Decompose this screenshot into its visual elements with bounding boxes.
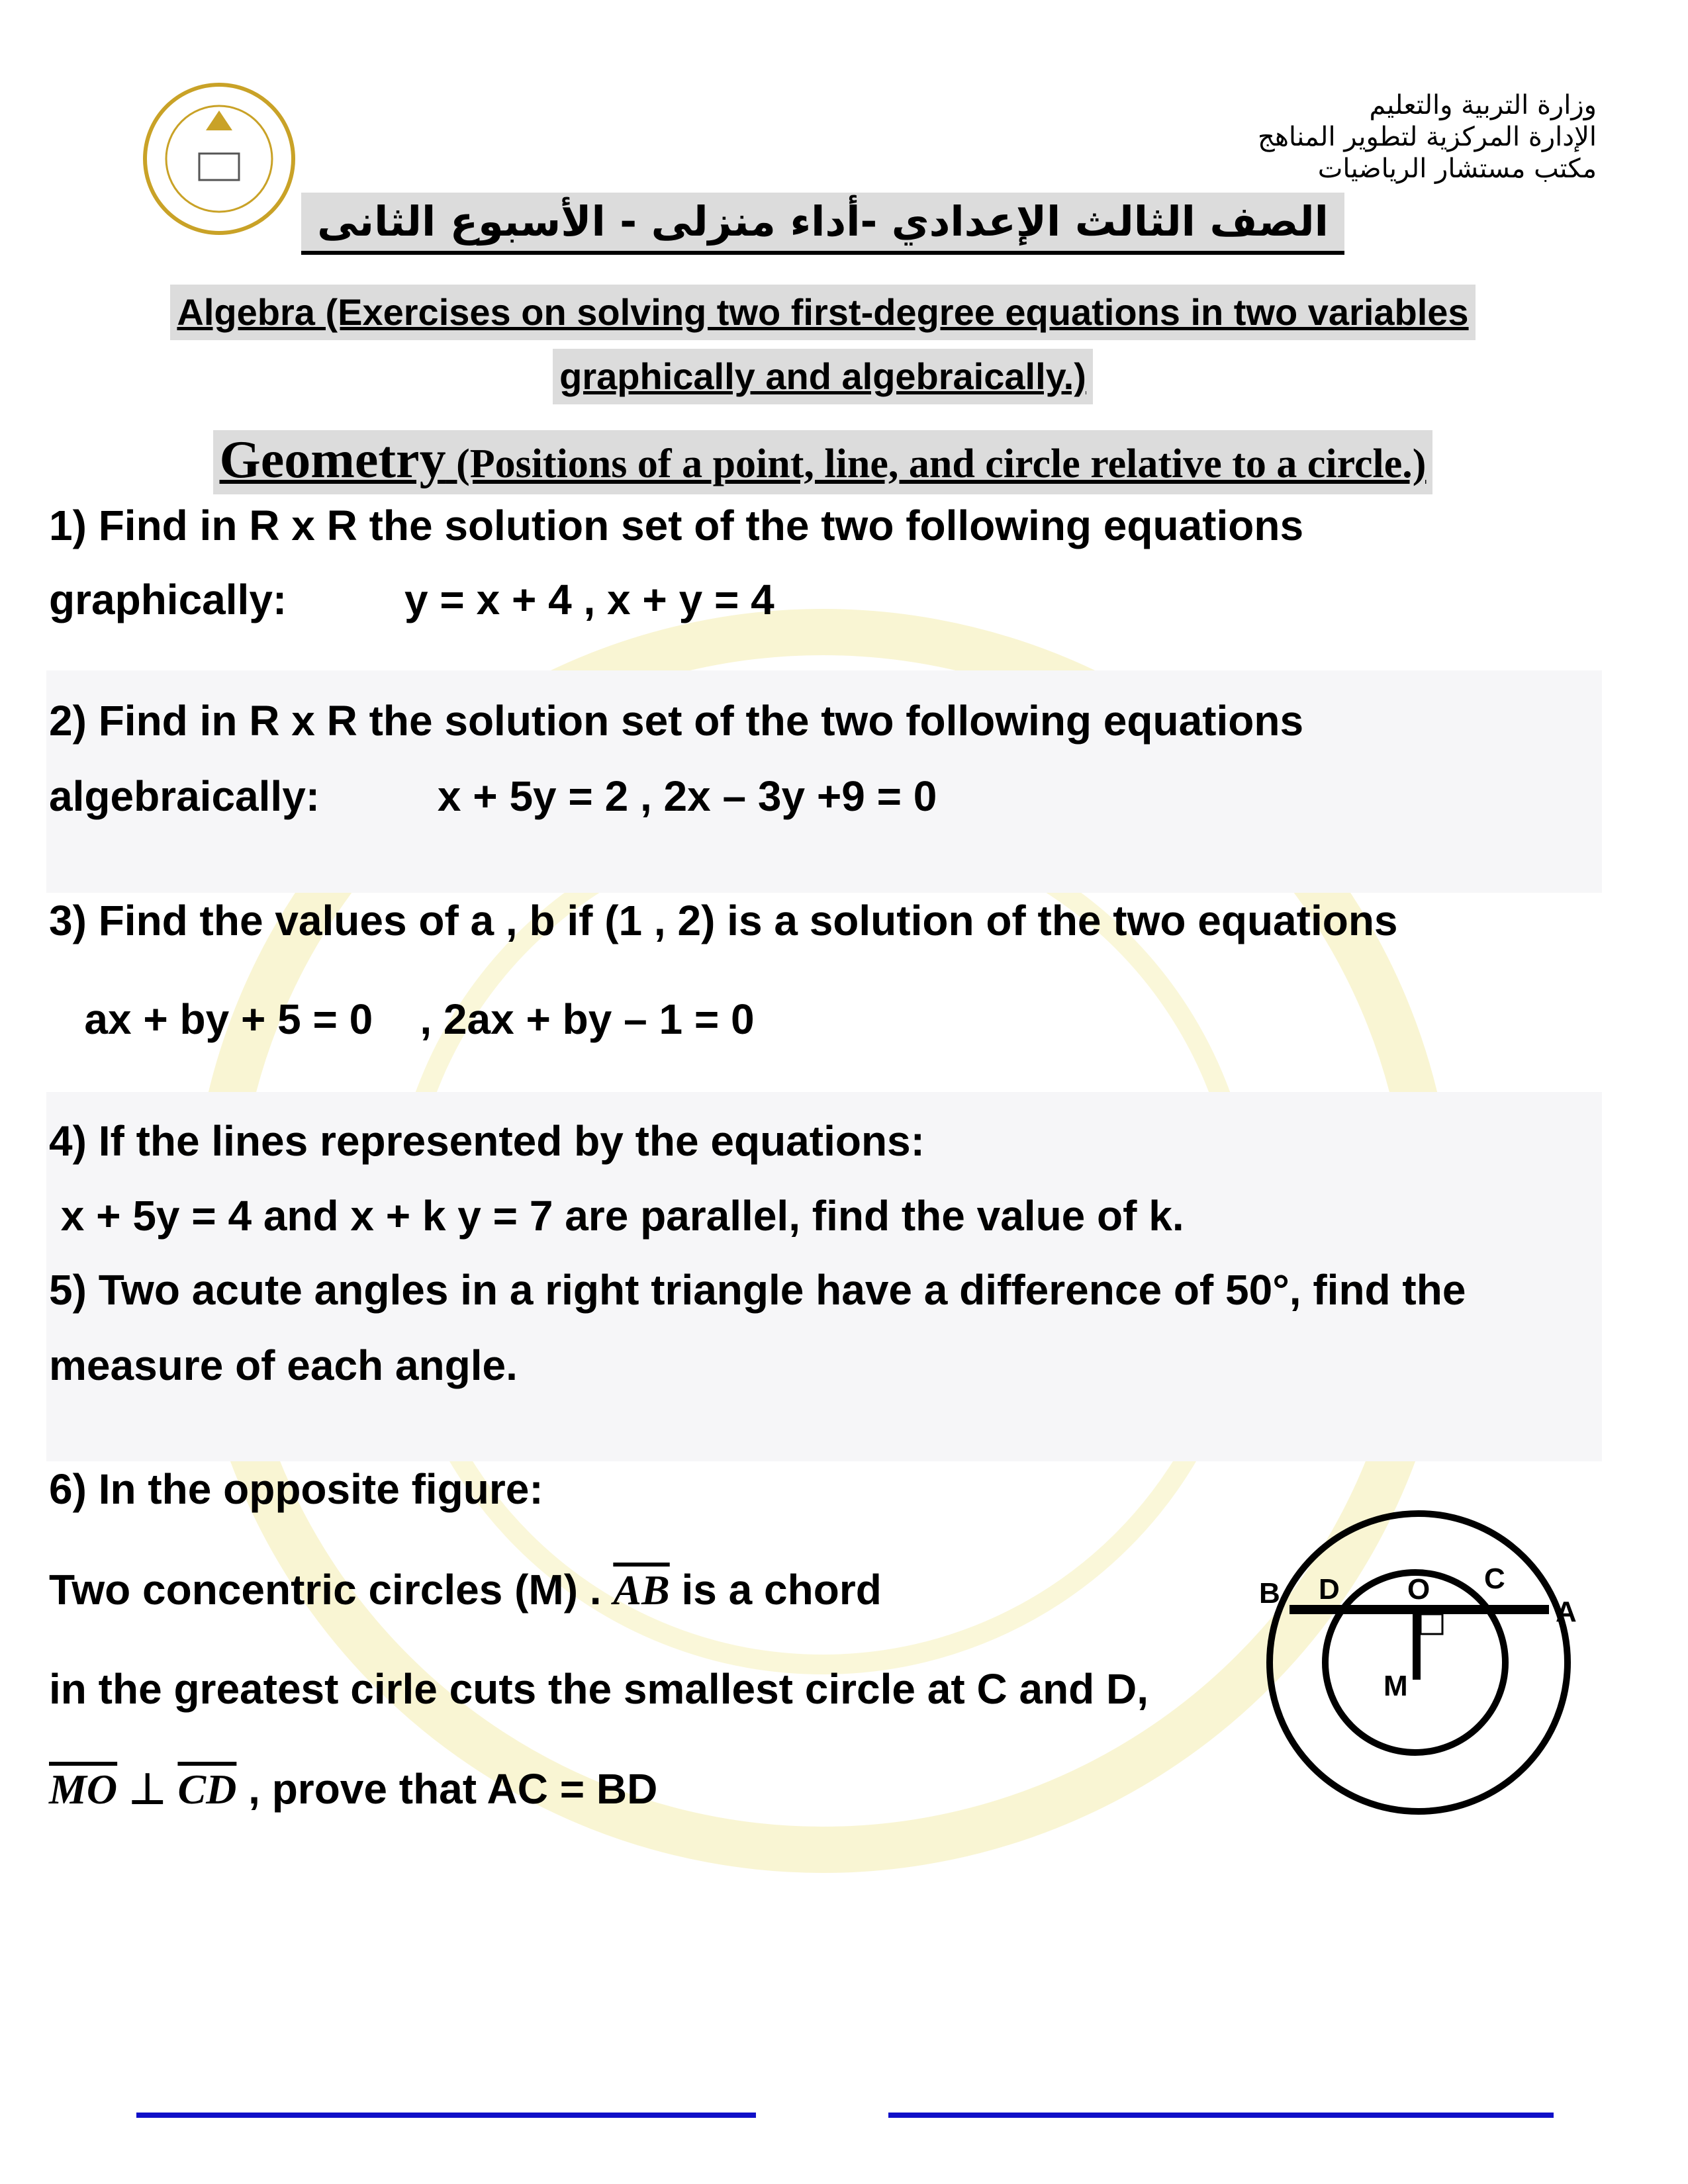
q3-equations: ax + by + 5 = 0 , 2ax + by – 1 = 0 bbox=[49, 995, 755, 1043]
concentric-circles-figure bbox=[1244, 1489, 1602, 1833]
label-c: C bbox=[1484, 1563, 1505, 1595]
q2-text: 2) Find in R x R the solution set of the two following equations bbox=[49, 697, 1304, 745]
geometry-word: Geometry bbox=[219, 431, 446, 489]
title-row bbox=[0, 193, 1646, 255]
q6-text: 6) In the opposite figure: bbox=[49, 1465, 543, 1513]
q6-text-d: , prove that AC = BD bbox=[236, 1765, 658, 1813]
algebra-heading-cont: graphically and algebraically.) bbox=[553, 349, 1093, 404]
ministry-line: وزارة التربية والتعليم bbox=[1369, 90, 1597, 120]
q2-equations: algebraically: x + 5y = 2 , 2x – 3y +9 = 0 bbox=[49, 772, 937, 820]
q6-text-a: Two concentric circles (M) . bbox=[49, 1566, 614, 1614]
segment-ab: $\overline{AB}$ bbox=[613, 1567, 670, 1614]
geometry-heading bbox=[213, 430, 1433, 494]
algebra-row-cont bbox=[0, 349, 1646, 404]
q5-text-cont: measure of each angle. bbox=[49, 1342, 518, 1389]
algebra-heading: Algebra (Exercises on solving two first-degree equations in two variables bbox=[170, 285, 1475, 340]
geometry-subtitle: (Positions of a point, line, and circle relative to a circle.) bbox=[445, 441, 1427, 486]
segment-mo: $\overline{MO}$ bbox=[49, 1766, 118, 1813]
q6-line4 bbox=[49, 1762, 657, 1816]
q6-line2 bbox=[49, 1563, 882, 1617]
perp-symbol: ⊥ bbox=[117, 1765, 178, 1813]
label-a: A bbox=[1556, 1596, 1577, 1628]
office-line: مكتب مستشار الرياضيات bbox=[1317, 154, 1597, 184]
segment-cd: $\overline{CD}$ bbox=[177, 1766, 237, 1813]
geometry-row bbox=[0, 430, 1646, 494]
label-m: M bbox=[1383, 1670, 1408, 1702]
curriculum-line: الإدارة المركزية لتطوير المناهج bbox=[1258, 122, 1597, 152]
label-b: B bbox=[1259, 1577, 1280, 1610]
q3-text: 3) Find the values of a , b if (1 , 2) is a solution of the two equations bbox=[49, 897, 1398, 944]
algebra-row bbox=[0, 285, 1646, 340]
arabic-title: الصف الثالث الإعدادي -أداء منزلى - الأسبوع الثانى bbox=[301, 193, 1344, 255]
right-angle-mark bbox=[1421, 1614, 1442, 1634]
answer-line bbox=[136, 2113, 756, 2118]
q6-line3: in the greatest cirle cuts the smallest circle at C and D, bbox=[49, 1665, 1149, 1713]
q4-text: 4) If the lines represented by the equations: bbox=[49, 1117, 925, 1165]
q1-text: 1) Find in R x R the solution set of the two following equations bbox=[49, 502, 1304, 549]
answer-line bbox=[888, 2113, 1554, 2118]
label-o: O bbox=[1407, 1573, 1430, 1606]
q6-text-b: is a chord bbox=[669, 1566, 882, 1614]
q1-equations: graphically: y = x + 4 , x + y = 4 bbox=[49, 576, 774, 623]
q4-equations: x + 5y = 4 and x + k y = 7 are parallel, find the value of k. bbox=[49, 1192, 1184, 1240]
label-d: D bbox=[1319, 1573, 1340, 1606]
q5-text: 5) Two acute angles in a right triangle have a difference of 50°, find the bbox=[49, 1266, 1466, 1314]
